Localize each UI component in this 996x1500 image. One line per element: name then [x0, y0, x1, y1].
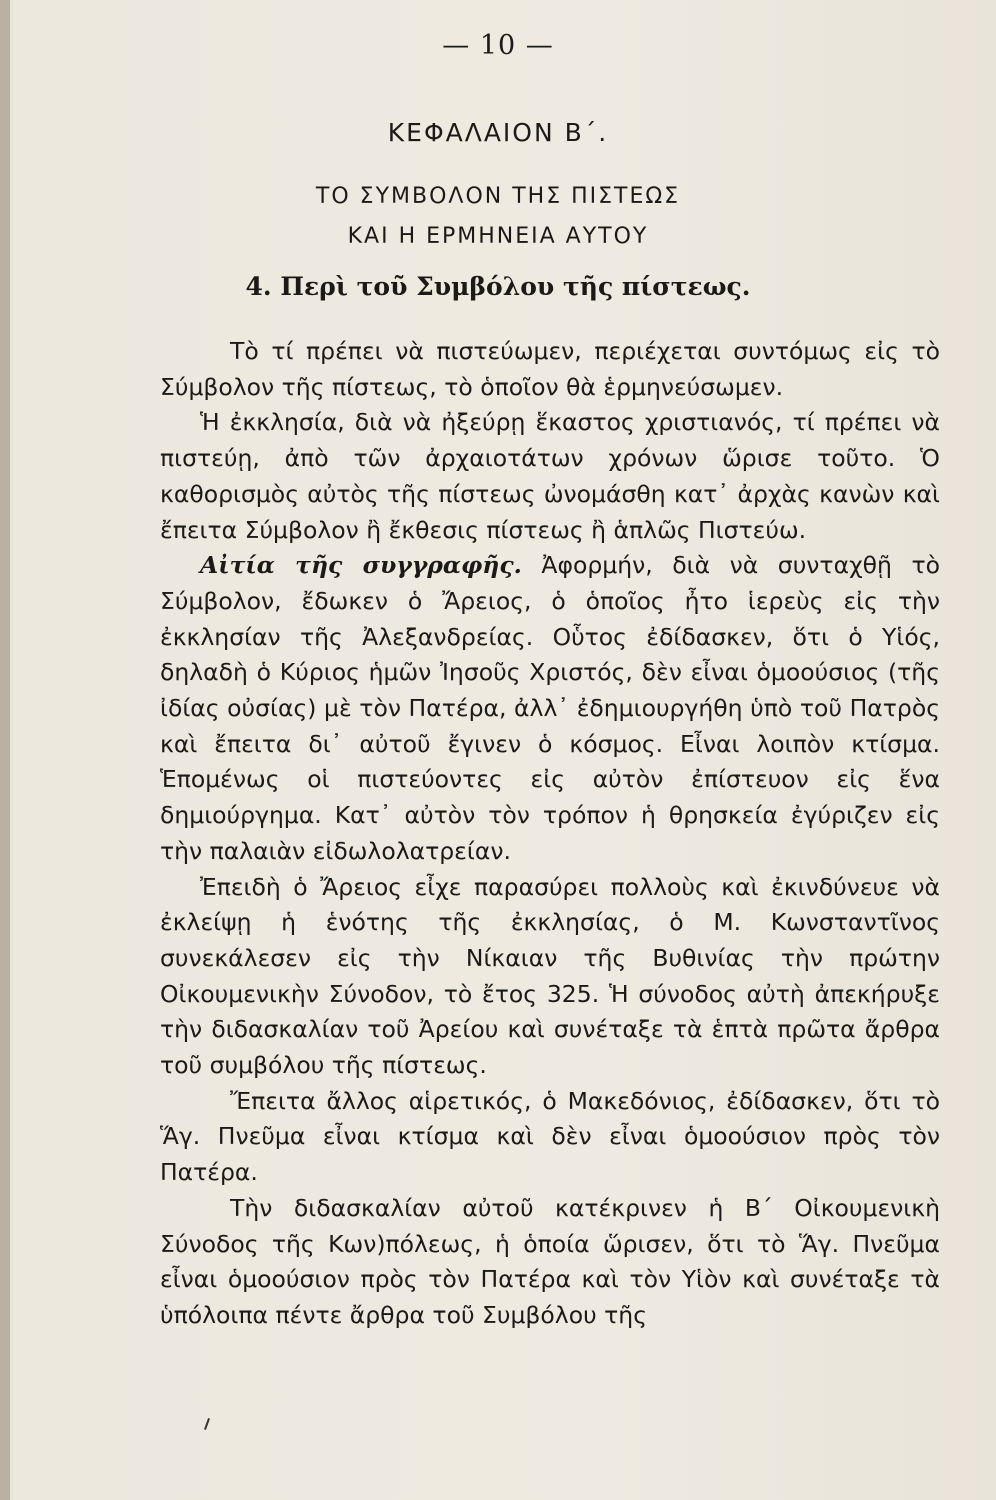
paragraph-6: Τὴν διδασκαλίαν αὐτοῦ κατέκρινεν ἡ Β΄ Οἰκουμενικὴ Σύνοδος τῆς Κων)πόλεως, ἡ ὁποία ὥρισεν, ὅτι τὸ Ἅγ. Πνεῦμα εἶναι ὁμοούσιον πρὸς τὸν Πατέρα καὶ τὸν Υἱὸν καὶ συνέταξε τὰ ὑπόλοιπα πέντε ἄρθρα τοῦ Συμβόλου τῆς	[160, 1193, 940, 1329]
body-text	[160, 334, 940, 1334]
paragraph-3-text: Ἀφορμήν, διὰ νὰ συνταχθῇ τὸ Σύμβολον, ἔδωκεν ὁ Ἄρειος, ὁ ὁποῖος ἦτο ἱερεὺς εἰς τὴν ἐκκλησίαν τῆς Ἀλεξανδρείας. Οὗτος ἐδίδασκεν, ὅτι ὁ Υἱός, δηλαδὴ ὁ Κύριος ἡμῶν Ἰησοῦς Χριστός, δὲν εἶναι ὁμοούσιος (τῆς ἰδίας οὐσίας) μὲ τὸν Πατέρα, ἀλλ᾿ ἐδημιουργήθη ὑπὸ τοῦ Πατρὸς καὶ ἔπειτα δι᾿ αὐτοῦ ἔγινεν ὁ κόσμος. Εἶναι λοιπὸν κτίσμα. Ἑπομένως οἱ πιστεύοντες εἰς αὐτὸν ἐπίστευον εἰς ἕνα δημιούργημα. Κατ᾿ αὐτὸν τὸν τρόπον ἡ θρησκεία ἐγύριζεν εἰς τὴν παλαιὰν εἰδωλολατρείαν.	[160, 551, 940, 865]
chapter-subtitle-line2: ΚΑΙ Η ΕΡΜΗΝΕΙΑ ΑΥΤΟΥ	[347, 224, 649, 249]
paragraph-3-lead: Αἰτία τῆς συγγραφῆς.	[200, 551, 522, 580]
paragraph-5: Ἔπειτα ἄλλος αἱρετικός, ὁ Μακεδόνιος, ἐδίδασκεν, ὅτι τὸ Ἅγ. Πνεῦμα εἶναι κτίσμα καὶ δὲν εἶναι ὁμοούσιον πρὸς τὸν Πατέρα.	[160, 1086, 940, 1187]
section-heading: 4. Περὶ τοῦ Συμβόλου τῆς πίστεως.	[245, 272, 751, 301]
chapter-subtitle-line1: ΤΟ ΣΥΜΒΟΛΟΝ ΤΗΣ ΠΙΣΤΕΩΣ	[315, 184, 681, 209]
page-number: — 10 —	[442, 30, 554, 61]
paragraph-4: Ἐπειδὴ ὁ Ἄρειος εἶχε παρασύρει πολλοὺς καὶ ἐκινδύνευε νὰ ἐκλείψῃ ἡ ἑνότης τῆς ἐκκλησίας, ὁ Μ. Κωνσταντῖνος συνεκάλεσεν εἰς τὴν Νίκαιαν τῆς Βυθινίας τὴν πρώτην Οἰκουμενικὴν Σύνοδον, τὸ ἔτος 325. Ἡ σύνοδος αὐτὴ ἀπεκήρυξε τὴν διδασκαλίαν τοῦ Ἀρείου καὶ συνέταξε τὰ ἑπτὰ πρῶτα ἄρθρα τοῦ συμβόλου τῆς πίστεως.	[160, 872, 940, 1080]
chapter-title: ΚΕΦΑΛΑΙΟΝ Β΄.	[387, 118, 609, 147]
paragraph-2: Ἡ ἐκκλησία, διὰ νὰ ἠξεύρῃ ἕκαστος χριστιανός, τί πρέπει νὰ πιστεύῃ, ἀπὸ τῶν ἀρχαιοτάτων χρόνων ὥρισε τοῦτο. Ὁ καθορισμὸς αὐτὸς τῆς πίστεως ὠνομάσθη κατ᾿ ἀρχὰς κανὼν καὶ ἔπειτα Σύμβολον ἢ ἔκθεσις πίστεως ἢ ἁπλῶς Πιστεύω.	[160, 408, 940, 544]
pen-mark	[204, 1418, 210, 1430]
paragraph-3	[160, 548, 940, 869]
paragraph-1: Τὸ τί πρέπει νὰ πιστεύωμεν, περιέχεται συντόμως εἰς τὸ Σύμβολον τῆς πίστεως, τὸ ὁποῖον θὰ ἑρμηνεύσωμεν.	[160, 337, 940, 401]
